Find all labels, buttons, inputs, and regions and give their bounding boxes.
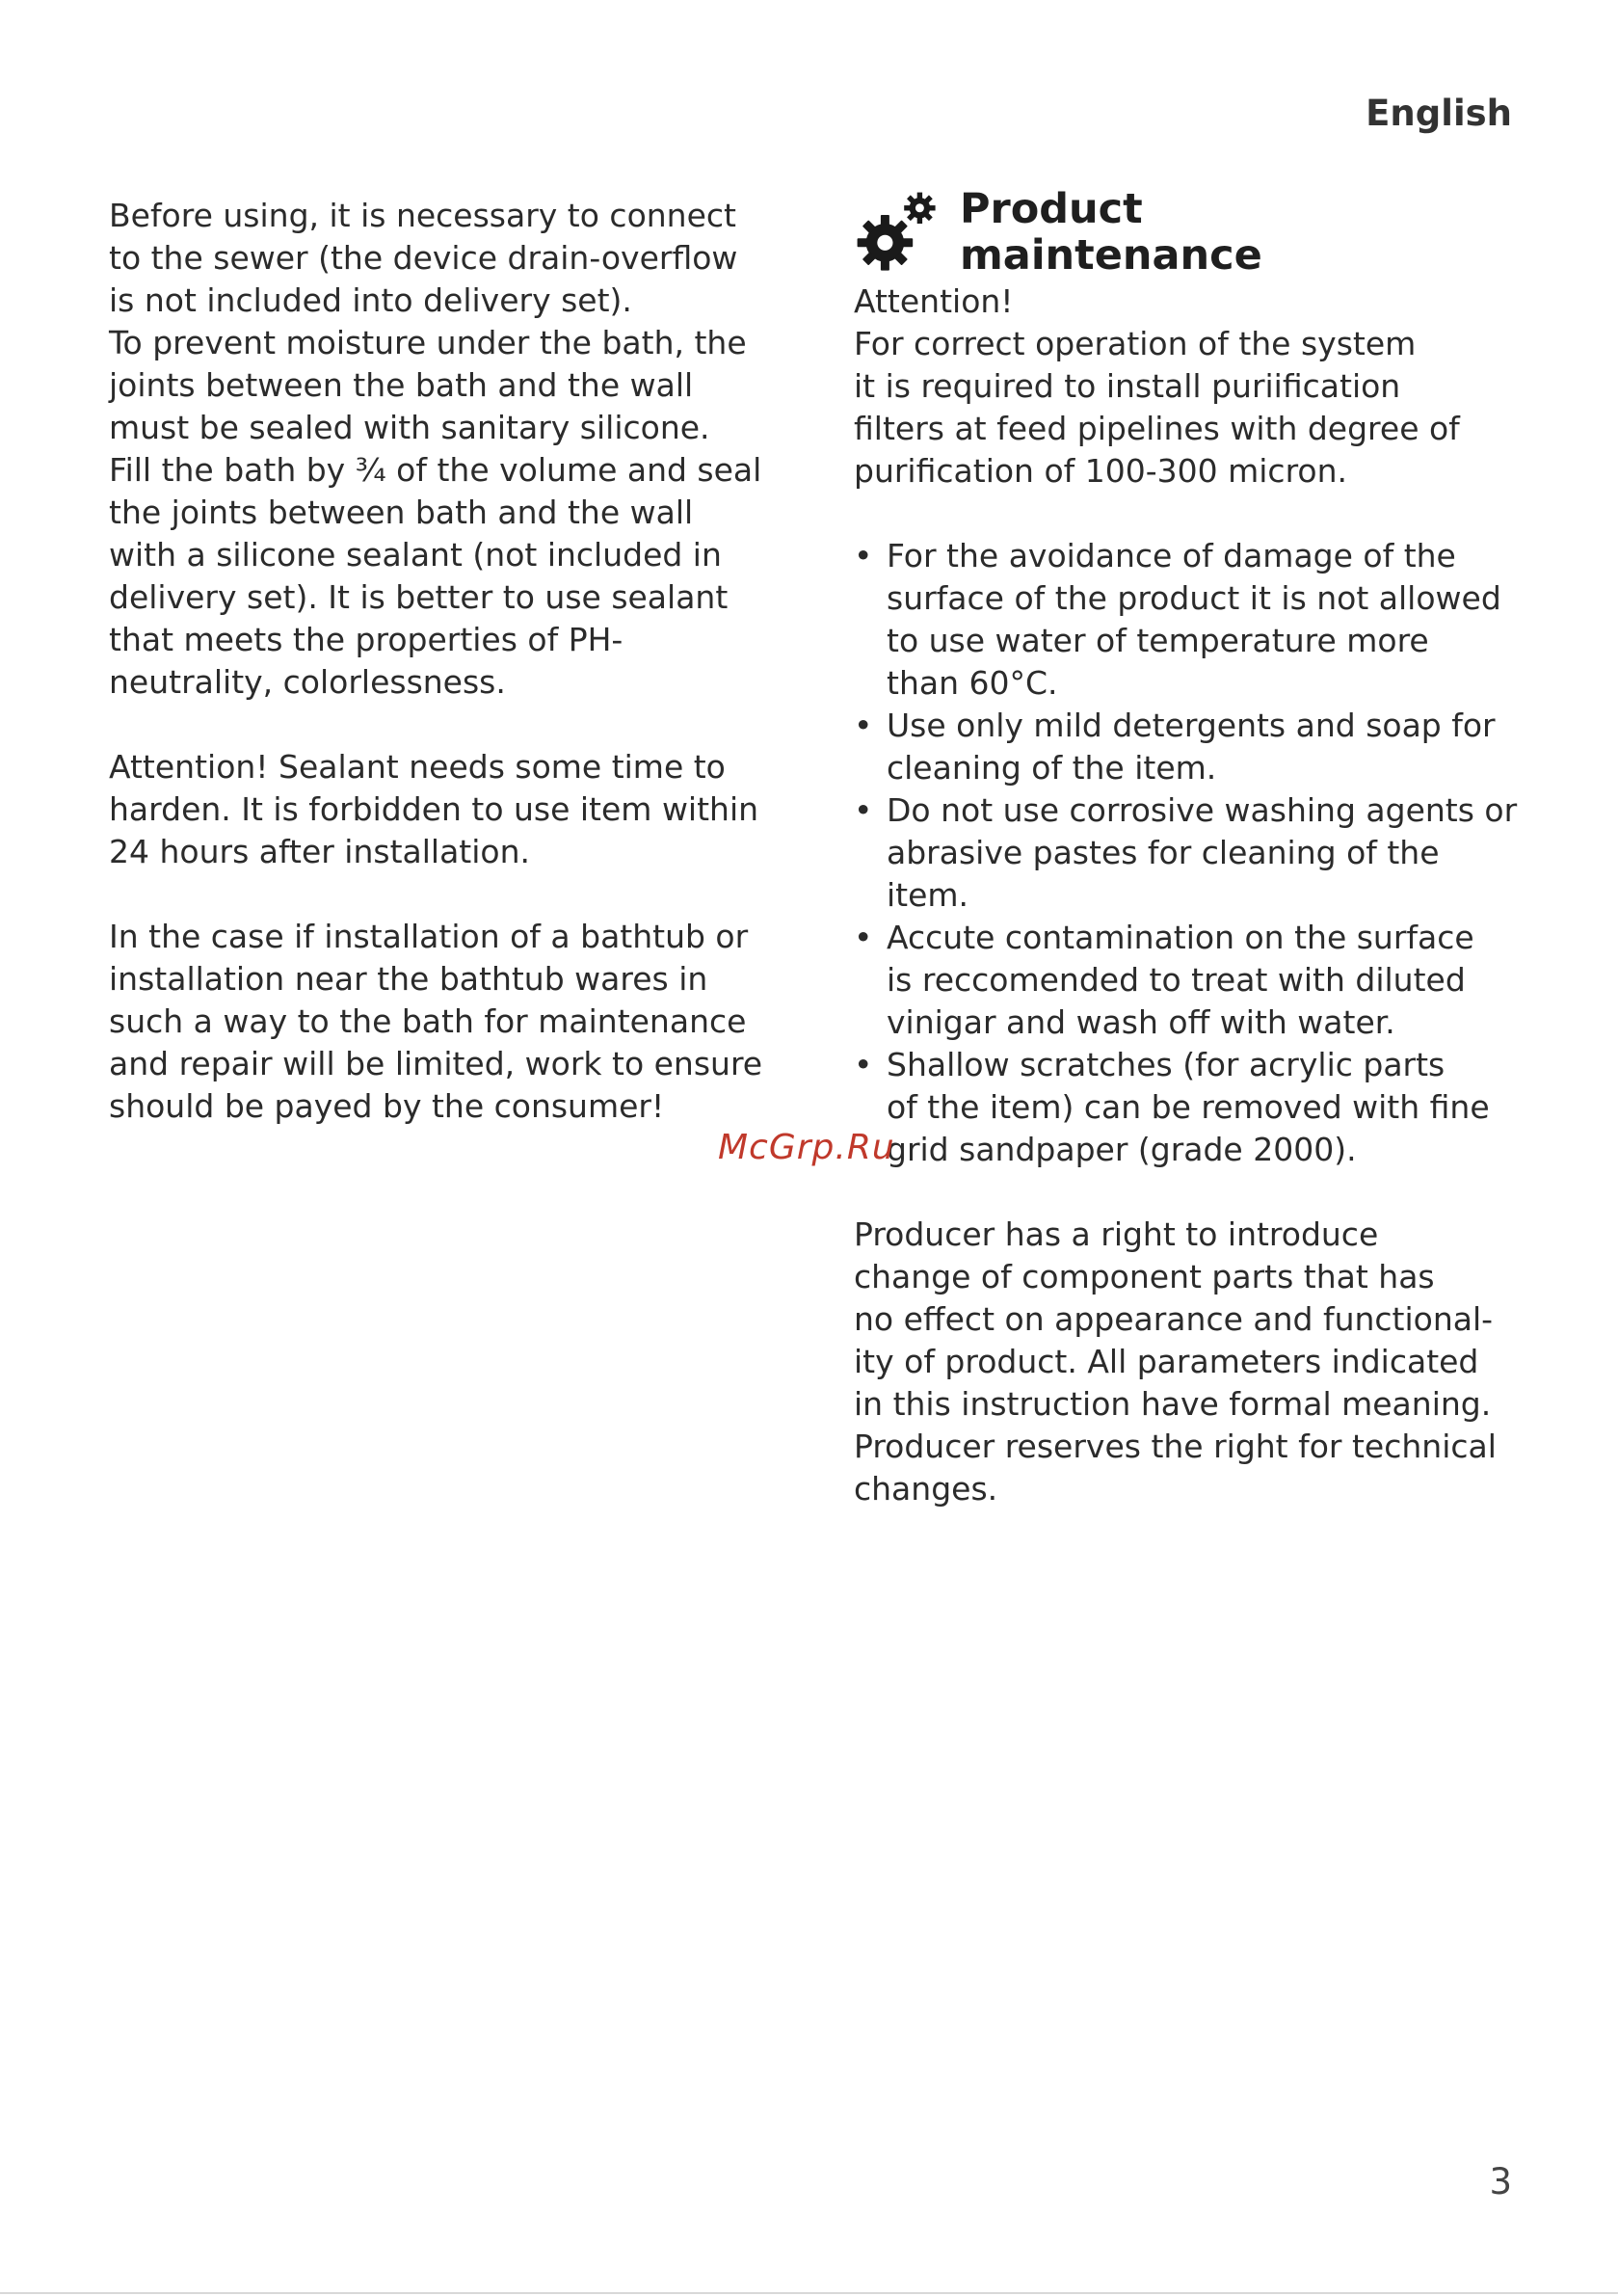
bullet-icon: • [854, 1046, 873, 1083]
installation-paragraph: Before using, it is necessary to connect to the sewer (the device drain-overflow is not included into delivery set). To prevent moisture under the bath, the joints between the bath and the wall must be sealed with sanitary silicone. Fill the bath by ¾ of the volume and seal the joints between bath and the wall with a silicone sealant (not included in delivery set). It is better to use sealant that meets the properties of PH- neutrality, colorlessness. [109, 197, 762, 701]
gears-icon [854, 189, 941, 276]
bottom-divider [0, 2292, 1618, 2294]
list-item [854, 917, 1528, 1044]
filters-paragraph: For correct operation of the system it is required to install puriification filters at feed pipelines with degree of purification of 100-300 micron. [854, 325, 1460, 490]
list-item [854, 705, 1528, 789]
left-column [109, 195, 783, 1128]
attention-label: Attention! [854, 282, 1014, 320]
paragraph-gap [109, 873, 783, 916]
right-column [854, 186, 1528, 1510]
list-item-text: Use only mild detergents and soap for cleaning of the item. [887, 707, 1496, 787]
consumer-responsibility-paragraph: In the case if installation of a bathtub or installation near the bathtub wares in such a way to the bath for maintenance and repair will be limited, work to ensure should be payed by the consumer! [109, 918, 763, 1125]
bullet-icon: • [854, 919, 873, 956]
list-item-text: Accute contamination on the surface is reccomended to treat with diluted vinigar and wash off with water. [887, 919, 1474, 1041]
sealant-attention-paragraph: Attention! Sealant needs some time to harden. It is forbidden to use item within 24 hours after installation. [109, 748, 759, 870]
list-item-text: Shallow scratches (for acrylic parts of the item) can be removed with fine grid sandpaper (grade 2000). [887, 1046, 1490, 1168]
list-item [854, 535, 1528, 705]
watermark: McGrp.Ru [718, 1128, 895, 1167]
paragraph-gap [854, 1171, 1528, 1214]
bullet-icon: • [854, 537, 873, 574]
bullet-icon: • [854, 707, 873, 744]
page-number: 3 [1489, 2161, 1512, 2203]
section-heading [854, 186, 1528, 279]
paragraph-gap [854, 493, 1528, 535]
section-title: Product maintenance [960, 185, 1262, 280]
producer-rights-paragraph: Producer has a right to introduce change of component parts that has no effect on appearance and functional- ity of product. All parameters indicated in this instruction have formal meaning. Producer reserves the right for technical changes. [854, 1215, 1497, 1508]
language-label: English [1366, 93, 1512, 134]
maintenance-list [854, 535, 1528, 1171]
list-item-text: Do not use corrosive washing agents or abrasive pastes for cleaning of the item. [887, 791, 1518, 914]
list-item [854, 789, 1528, 917]
list-item [854, 1044, 1528, 1171]
paragraph-gap [109, 704, 783, 746]
bullet-icon: • [854, 791, 873, 829]
list-item-text: For the avoidance of damage of the surface of the product it is not allowed to use water of temperature more than 60°C. [887, 537, 1501, 702]
